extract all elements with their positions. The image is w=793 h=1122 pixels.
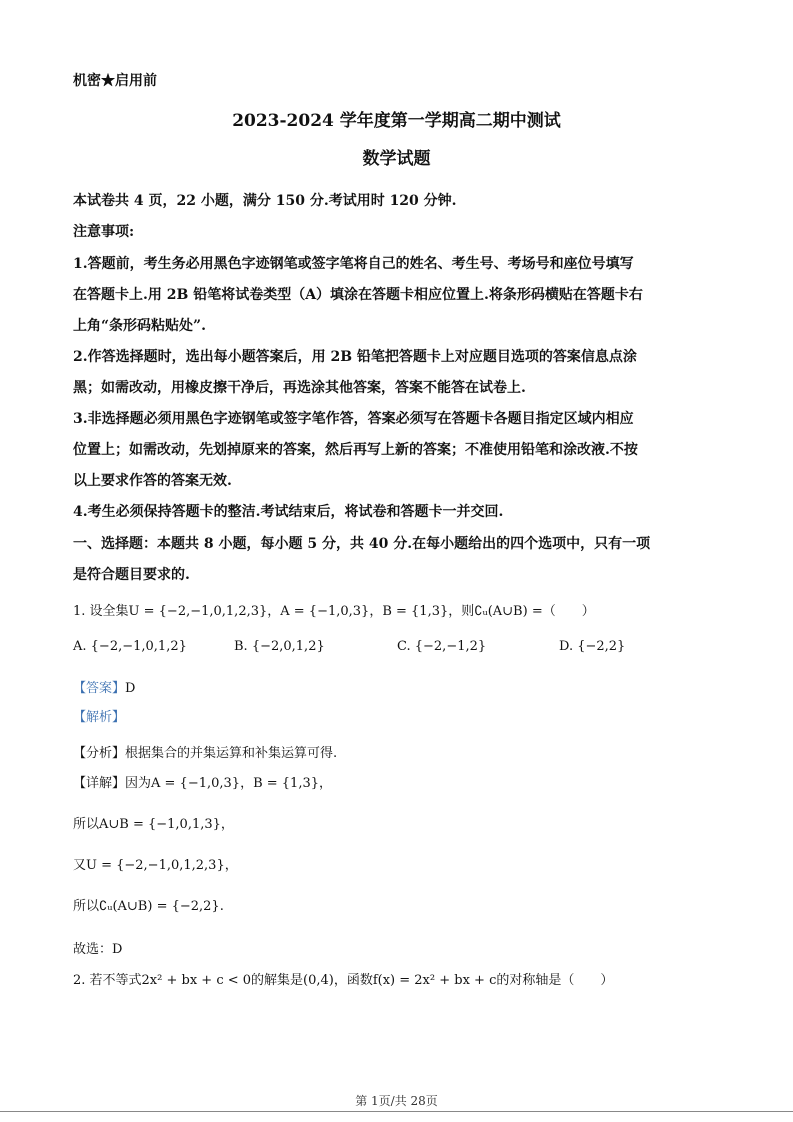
- note-1-line-2: 在答题卡上.用 2B 铅笔将试卷类型（A）填涂在答题卡相应位置上.将条形码横贴在答题卡右: [73, 287, 643, 303]
- note-4: 4.考生必须保持答题卡的整洁.考试结束后，将试卷和答题卡一并交回.: [73, 504, 504, 520]
- q2-stem: 2. 若不等式2x² + bx + c < 0的解集是(0,4)，函数f(x) = 2x² + bx + c的对称轴是（ ）: [73, 973, 614, 988]
- q1-step-2: 又U = {−2,−1,0,1,2,3}，: [73, 858, 238, 873]
- note-2-line-2: 黑；如需改动，用橡皮擦干净后，再选涂其他答案，答案不能答在试卷上.: [73, 380, 526, 396]
- detail-tag: 【详解】: [73, 776, 126, 791]
- q1-option-c: C. {−2,−1,2}: [397, 639, 487, 654]
- exam-title: 2023-2024 学年度第一学期高二期中测试: [232, 111, 561, 131]
- q1-step-3: 所以∁ᵤ(A∪B) = {−2,2}.: [73, 899, 224, 914]
- q1-stem: 1. 设全集U = {−2,−1,0,1,2,3}，A = {−1,0,3}，B = {1,3}，则∁ᵤ(A∪B) =（ ）: [73, 604, 595, 619]
- section-1-line-2: 是符合题目要求的.: [73, 567, 190, 583]
- q1-option-a: A. {−2,−1,0,1,2}: [73, 639, 187, 654]
- q1-answer-line: [73, 680, 135, 698]
- detail-text: 因为A = {−1,0,3}，B = {1,3}，: [125, 776, 333, 791]
- q1-conclusion: 故选：D: [73, 942, 123, 957]
- page-footer: 第 1页/共 28页: [355, 1094, 438, 1108]
- fenxi-tag: 【分析】: [73, 746, 126, 761]
- notes-heading: 注意事项:: [73, 224, 135, 240]
- analysis-tag: 【解析】: [73, 710, 126, 725]
- note-3-line-2: 位置上；如需改动，先划掉原来的答案，然后再写上新的答案；不准使用铅笔和涂改液.不按: [73, 442, 638, 458]
- q1-step-1: 所以A∪B = {−1,0,1,3}，: [73, 817, 234, 832]
- bottom-divider: [0, 1111, 793, 1112]
- q1-option-b: B. {−2,0,1,2}: [234, 639, 325, 654]
- q1-fenxi: [73, 745, 337, 763]
- note-2-line-1: 2.作答选择题时，选出每小题答案后，用 2B 铅笔把答题卡上对应题目选项的答案信息点涂: [73, 349, 637, 365]
- note-1-line-3: 上角“条形码粘贴处”.: [73, 318, 206, 334]
- exam-subject: 数学试题: [362, 149, 431, 169]
- answer-tag: 【答案】: [73, 681, 126, 696]
- fenxi-text: 根据集合的并集运算和补集运算可得.: [125, 746, 338, 761]
- intro-text: 本试卷共 4 页，22 小题，满分 150 分.考试用时 120 分钟.: [73, 193, 457, 209]
- q1-detail: [73, 775, 332, 793]
- answer-value: D: [125, 681, 136, 696]
- confidential-label: 机密★启用前: [73, 73, 157, 89]
- note-3-line-1: 3.非选择题必须用黑色字迹钢笔或签字笔作答，答案必须写在答题卡各题目指定区域内相应: [73, 411, 634, 427]
- section-1-line-1: 一、选择题：本题共 8 小题，每小题 5 分，共 40 分.在每小题给出的四个选项中，只有一项: [73, 536, 651, 552]
- note-1-line-1: 1.答题前，考生务必用黑色字迹钢笔或签字笔将自己的姓名、考生号、考场号和座位号填写: [73, 256, 634, 272]
- note-3-line-3: 以上要求作答的答案无效.: [73, 473, 232, 489]
- q1-option-d: D. {−2,2}: [559, 639, 626, 654]
